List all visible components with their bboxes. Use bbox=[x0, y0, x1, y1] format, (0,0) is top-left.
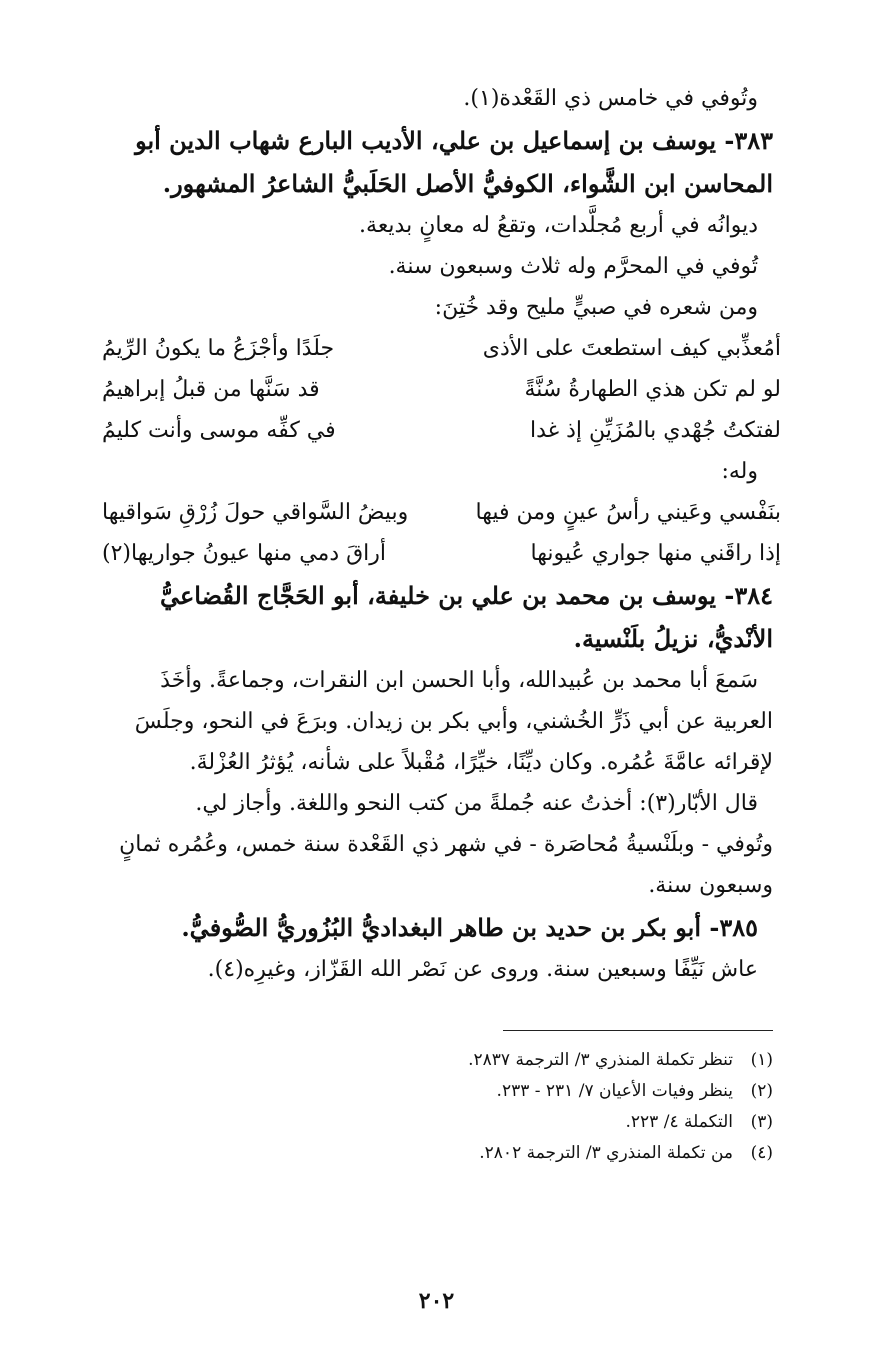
verse-line bbox=[102, 492, 781, 533]
footnote bbox=[102, 1045, 773, 1076]
verse-second-hemistich: أراقَ دمي منها عيونُ جواريها(٢) bbox=[102, 541, 387, 566]
verse-second-hemistich: في كفِّه موسى وأنت كليمُ bbox=[102, 418, 336, 443]
footnote-text: من تكملة المنذري ٣/ الترجمة ٢٨٠٢. bbox=[479, 1143, 733, 1163]
paragraph-line: لإقرائه عامَّةَ عُمُره. وكان ديِّنًا، خيِّرًا، مُقْبلاً على شأنه، يُؤثرُ العُزْلةَ. bbox=[189, 750, 773, 775]
main-text bbox=[102, 78, 781, 990]
verse-second-hemistich: وبيضُ السَّواقي حولَ زُرْقِ سَواقيها bbox=[102, 500, 409, 525]
footnote-number: (٢) bbox=[750, 1081, 773, 1101]
footnote-number: (١) bbox=[750, 1050, 773, 1070]
verse-line bbox=[102, 533, 781, 574]
paragraph-line: وله: bbox=[721, 459, 758, 484]
verse-line bbox=[102, 369, 781, 410]
paragraph-line: العربية عن أبي ذَرٍّ الخُشني، وأبي بكر بن زيدان. وبرَعَ في النحو، وجلَسَ bbox=[134, 709, 773, 734]
paragraph-line: وسبعون سنة. bbox=[648, 873, 773, 898]
verse-second-hemistich: جلَدًا وأجْزَعُ ما يكونُ الرِّيمُ bbox=[102, 336, 335, 361]
footnote-text: التكملة ٤/ ٢٢٣. bbox=[625, 1112, 733, 1132]
verse-line bbox=[102, 328, 781, 369]
footnote-text: تنظر تكملة المنذري ٣/ الترجمة ٢٨٣٧. bbox=[468, 1050, 733, 1070]
footnote-divider bbox=[503, 1030, 773, 1031]
paragraph-line: ديوانُه في أربع مُجلَّدات، وتقعُ له معانٍ بديعة. bbox=[359, 213, 758, 238]
paragraph-line: ومن شعره في صبيٍّ مليح وقد خُتِنَ: bbox=[434, 295, 758, 320]
footnote bbox=[102, 1107, 773, 1138]
footnote-number: (٣) bbox=[750, 1112, 773, 1132]
footnote-number: (٤) bbox=[750, 1143, 773, 1163]
page-number: ٢٠٢ bbox=[418, 1288, 455, 1314]
footnote bbox=[102, 1076, 773, 1107]
footnote bbox=[102, 1138, 773, 1169]
verse-first-hemistich: أمُعذِّبي كيف استطعتَ على الأذى bbox=[482, 336, 781, 361]
paragraph-line: وتُوفي في خامس ذي القَعْدة(١). bbox=[463, 86, 758, 111]
entry-heading-line: ٣٨٤- يوسف بن محمد بن علي بن خليفة، أبو الحَجَّاج القُضاعيُّ bbox=[159, 581, 773, 610]
paragraph-line: قال الأبّار(٣): أخذتُ عنه جُملةً من كتب النحو واللغة. وأجاز لي. bbox=[195, 791, 758, 816]
verse-first-hemistich: لفتكتُ جُهْدي بالمُزَيِّنِ إذ غدا bbox=[529, 418, 781, 443]
paragraph-line: تُوفي في المحرَّم وله ثلاث وسبعون سنة. bbox=[388, 254, 758, 279]
paragraph-line: وتُوفي - وبلَنْسيةُ مُحاصَرة - في شهر ذي القَعْدة سنة خمس، وعُمُره ثمانٍ bbox=[119, 832, 773, 857]
verse-line bbox=[102, 410, 781, 451]
entry-heading-line: ٣٨٣- يوسف بن إسماعيل بن علي، الأديب البارع شهاب الدين أبو bbox=[135, 126, 773, 155]
verse-first-hemistich: لو لم تكن هذي الطهارةُ سُنَّةً bbox=[524, 377, 781, 402]
entry-heading-line: ٣٨٥- أبو بكر بن حديد بن طاهر البغداديُّ البُزُوريُّ الصُّوفيُّ. bbox=[181, 913, 758, 942]
entry-heading-line: الأنْديُّ، نزيلُ بلَنْسية. bbox=[573, 624, 773, 653]
verse-first-hemistich: إذا راقَني منها جواري عُيونها bbox=[530, 541, 781, 566]
paragraph-line: سَمعَ أبا محمد بن عُبيدالله، وأبا الحسن ابن النقرات، وجماعةً. وأخَذَ bbox=[160, 668, 758, 693]
entry-heading-line: المحاسن ابن الشَّواء، الكوفيُّ الأصل الحَلَبيُّ الشاعرُ المشهور. bbox=[162, 169, 773, 198]
footnotes bbox=[102, 1045, 773, 1169]
paragraph-line: عاش نَيِّفًا وسبعين سنة. وروى عن نَصْر الله القَزّاز، وغيرِه(٤). bbox=[207, 957, 758, 982]
verse-first-hemistich: بنَفْسي وعَيني رأسُ عينٍ ومن فيها bbox=[475, 500, 781, 525]
footnote-text: ينظر وفيات الأعيان ٧/ ٢٣١ - ٢٣٣. bbox=[496, 1081, 733, 1101]
verse-second-hemistich: قد سَنَّها من قبلُ إبراهيمُ bbox=[102, 377, 320, 402]
